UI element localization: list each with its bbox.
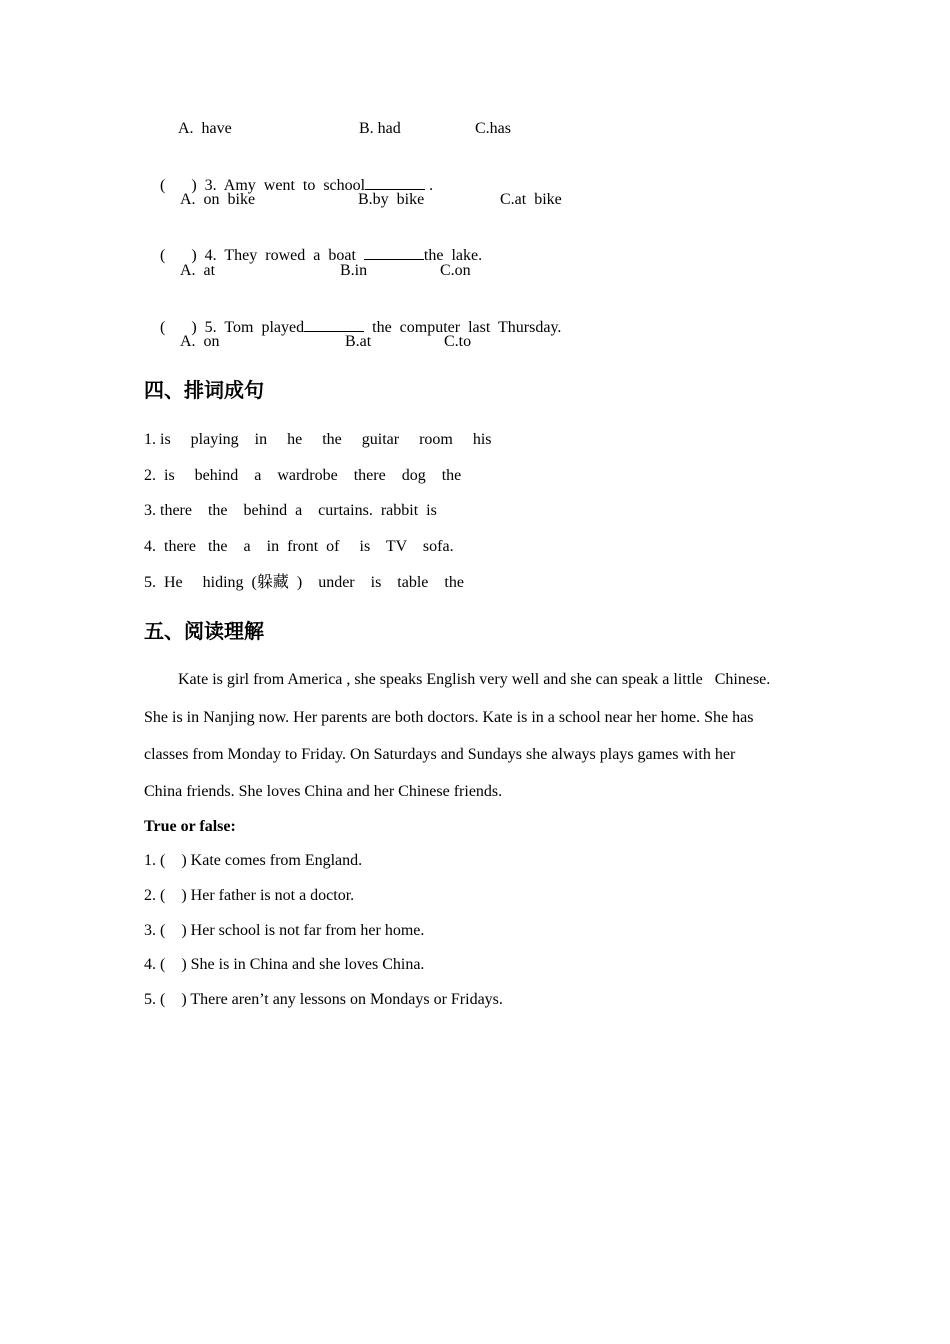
q3-paren-open: ( bbox=[160, 177, 166, 194]
q3-option-c: C.at bike bbox=[500, 191, 562, 208]
q3-option-b: B.by bike bbox=[358, 191, 425, 208]
passage-line: China friends. She loves China and her Chinese friends. bbox=[144, 783, 503, 800]
tf-item: 3. ( ) Her school is not far from her home. bbox=[144, 922, 425, 939]
q5-text-before: Tom played bbox=[224, 319, 305, 336]
q3-text-before: Amy went to school bbox=[223, 177, 366, 194]
q5-option-a: A. on bbox=[180, 333, 220, 350]
sentence-item: 1. is playing in he the guitar room his bbox=[144, 431, 492, 448]
sentence-item: 4. there the a in front of is TV sofa. bbox=[144, 538, 454, 555]
q4-answer-blank bbox=[364, 245, 424, 260]
q4-paren-close: ) bbox=[191, 247, 197, 264]
q5-option-b: B.at bbox=[345, 333, 372, 350]
passage-line: classes from Monday to Friday. On Saturdays and Sundays she always plays games with her bbox=[144, 746, 736, 763]
q5-option-c: C.to bbox=[444, 333, 472, 350]
tf-item: 4. ( ) She is in China and she loves China. bbox=[144, 956, 425, 973]
q3-option-a: A. on bike bbox=[180, 191, 256, 208]
q4-text-after: the lake. bbox=[423, 247, 483, 264]
q5-paren-close: ) bbox=[191, 319, 197, 336]
true-false-label: True or false: bbox=[144, 818, 236, 835]
q3-text-after: . bbox=[425, 177, 434, 194]
q4-option-c: C.on bbox=[440, 262, 471, 279]
q5-answer-blank bbox=[304, 317, 364, 332]
q3-paren-close: ) bbox=[191, 177, 197, 194]
q2-option-b: B. had bbox=[359, 120, 401, 137]
q5-number: 5. bbox=[204, 319, 217, 336]
passage-line: Kate is girl from America , she speaks English very well and she can speak a little Chinese. bbox=[178, 671, 771, 688]
sentence-item: 3. there the behind a curtains. rabbit is bbox=[144, 502, 437, 519]
q4-paren-open: ( bbox=[160, 247, 166, 264]
q2-option-a: A. have bbox=[178, 120, 232, 137]
q4-option-a: A. at bbox=[180, 262, 216, 279]
q2-option-c: C.has bbox=[475, 120, 511, 137]
sentence-item: 5. He hiding (躲藏 ) under is table the bbox=[144, 574, 464, 591]
q5-paren-open: ( bbox=[160, 319, 166, 336]
q4-number: 4. bbox=[204, 247, 217, 264]
q4-text-before: They rowed a boat bbox=[224, 247, 364, 264]
q4-option-b: B.in bbox=[340, 262, 368, 279]
q3-answer-blank bbox=[365, 175, 425, 190]
section-4-heading: 四、排词成句 bbox=[144, 378, 264, 402]
passage-line: She is in Nanjing now. Her parents are both doctors. Kate is in a school near her home. She has bbox=[144, 709, 754, 726]
tf-item: 2. ( ) Her father is not a doctor. bbox=[144, 887, 355, 904]
tf-item: 5. ( ) There aren’t any lessons on Mondays or Fridays. bbox=[144, 991, 503, 1008]
section-5-heading: 五、阅读理解 bbox=[144, 619, 264, 643]
sentence-item: 2. is behind a wardrobe there dog the bbox=[144, 467, 462, 484]
q3-number: 3. bbox=[204, 177, 217, 194]
q5-text-after: the computer last Thursday. bbox=[364, 319, 562, 336]
tf-item: 1. ( ) Kate comes from England. bbox=[144, 852, 363, 869]
